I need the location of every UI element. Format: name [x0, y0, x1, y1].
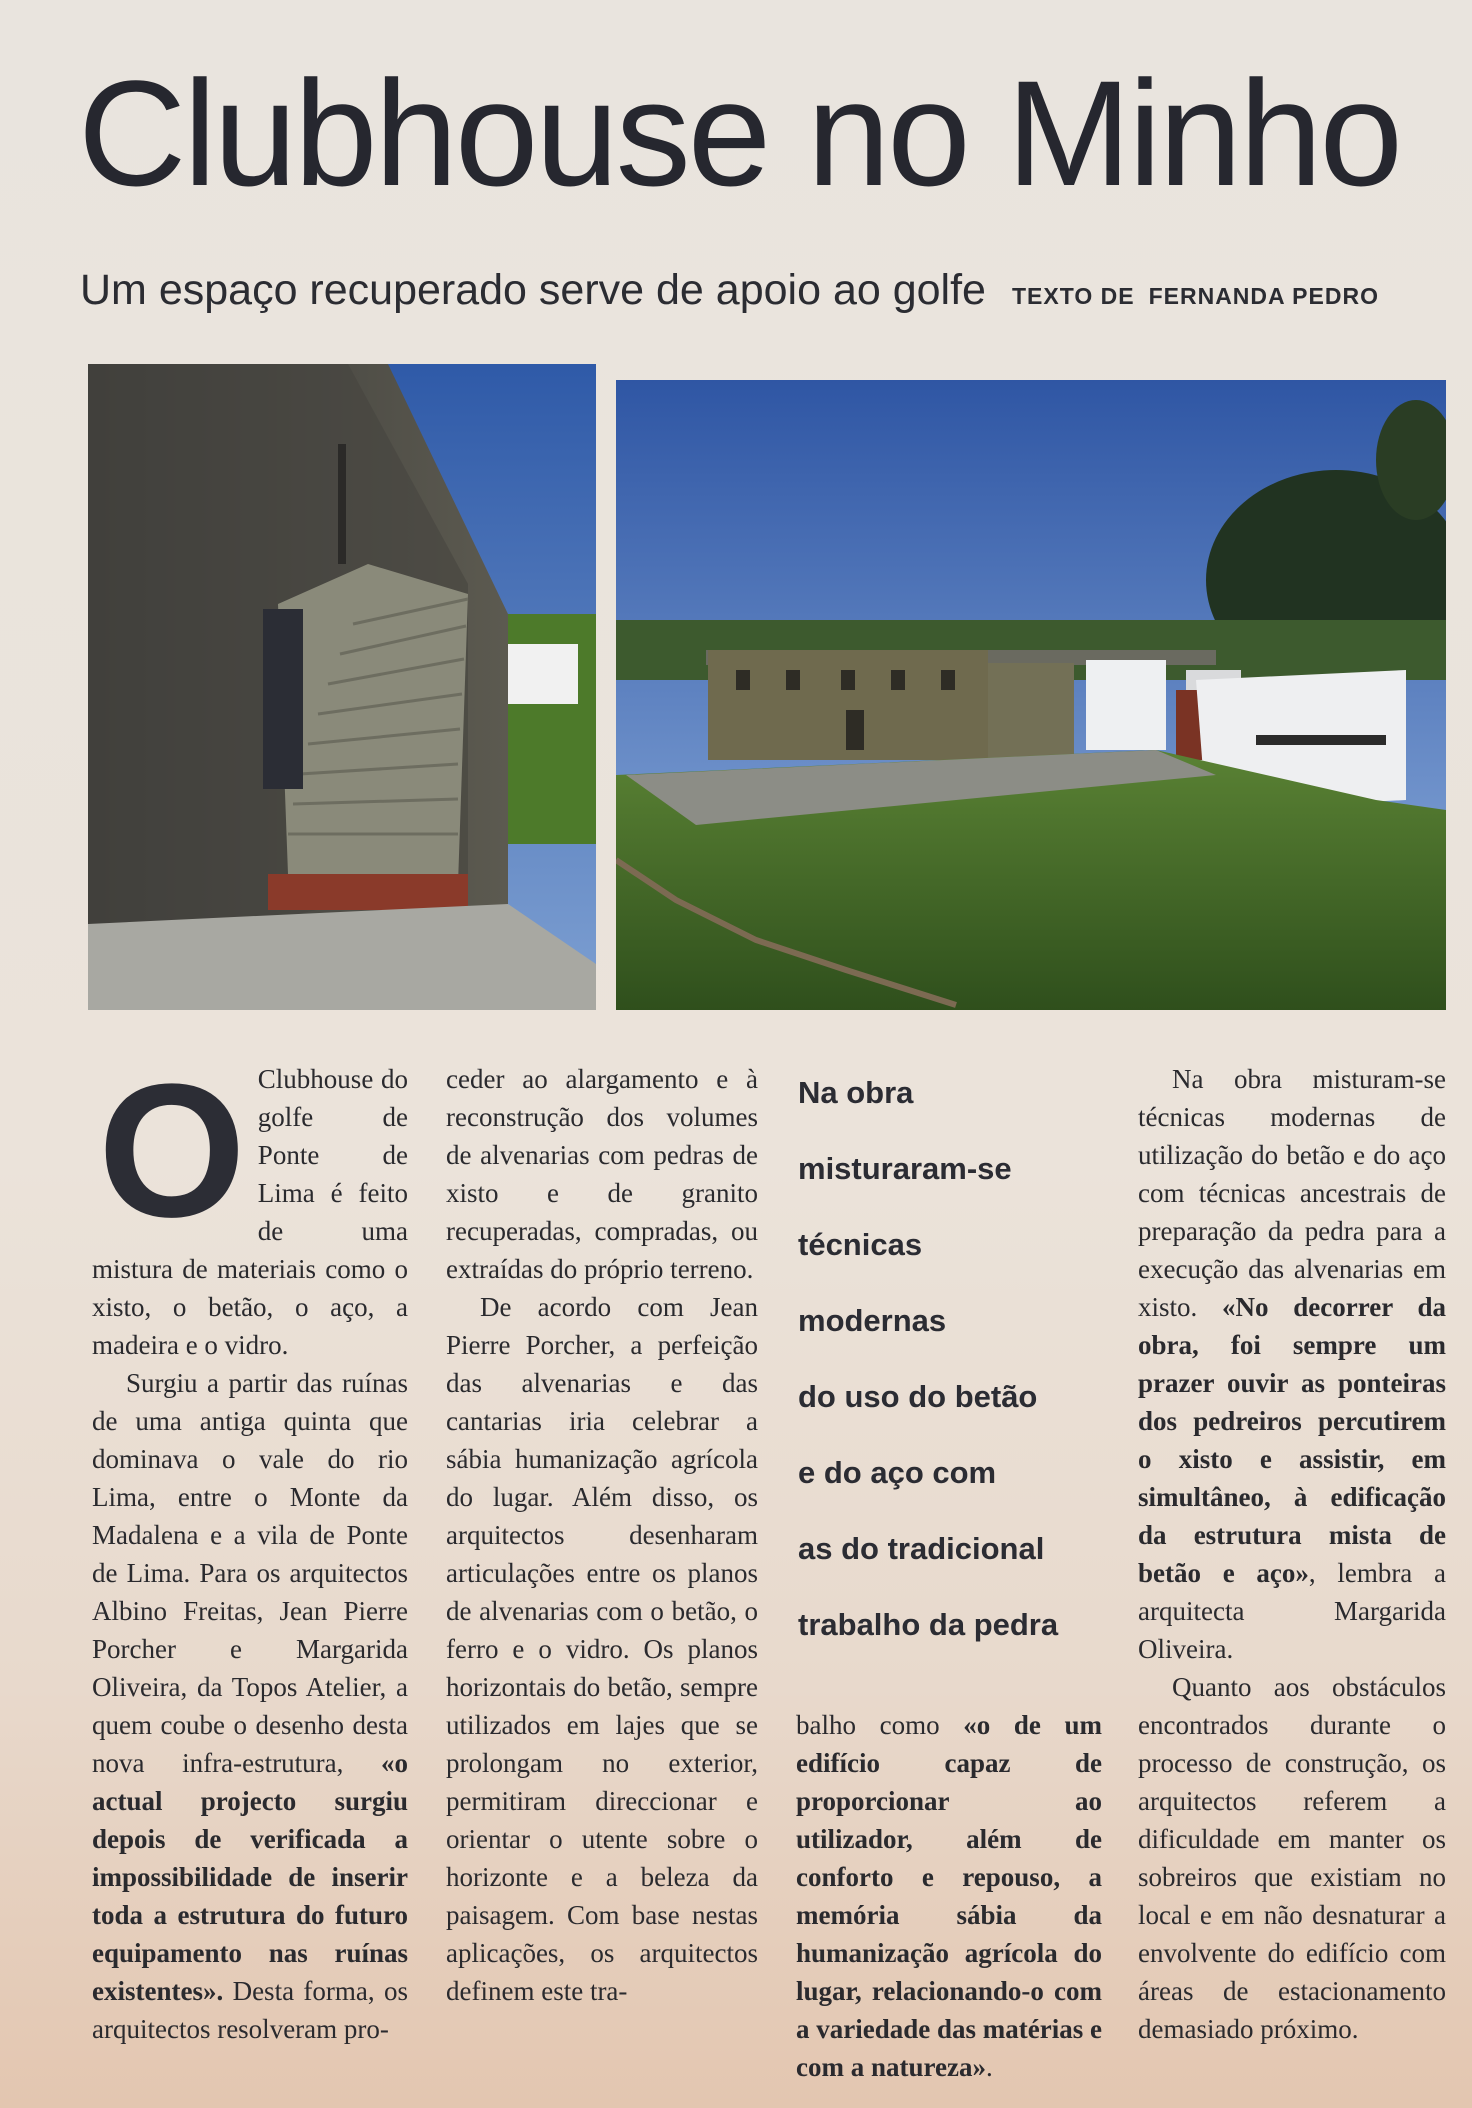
col4-p1-text: Na obra misturam-se técnicas modernas de utilização do betão e do aço com técnicas ancestrais de preparação da pedra para a execução das alvenarias em xisto. — [1138, 1064, 1446, 1322]
photo-staircase — [88, 364, 596, 1010]
pull-quote-line: trabalho da pedra — [798, 1607, 1059, 1642]
pull-quote-line: técnicas — [798, 1227, 923, 1262]
subtitle-row — [80, 266, 1380, 326]
col4-paragraph-1 — [1138, 1060, 1446, 1668]
column-4 — [1138, 1060, 1446, 2048]
pull-quote-line: as do tradicional — [798, 1531, 1045, 1566]
col3-quote: «o de um edifício capaz de proporcionar ao utilizador, além de conforto e repouso, a memória sábia da humanização agrícola do lugar, relacionando-o com a variedade das matérias e com a natureza» — [796, 1710, 1102, 2082]
col2-paragraph-1: ceder ao alargamento e à reconstrução dos volumes de alvenarias com pedras de xisto e de granito recuperadas, compradas, ou extraídas do próprio terreno. — [446, 1064, 758, 1284]
column-1 — [92, 1045, 408, 2048]
byline-prefix: TEXTO DE — [1011, 283, 1135, 309]
col1-paragraph-2 — [92, 1364, 408, 2048]
pull-quote-line: modernas — [798, 1303, 947, 1338]
pull-quote-line: Na obra — [798, 1075, 914, 1110]
col4-p1-quote: «No decorrer da obra, foi sempre um prazer ouvir as ponteiras dos pedreiros percutirem o xisto e assistir, em simultâneo, à edificação da estrutura mista de betão e aço» — [1138, 1292, 1447, 1588]
col4-paragraph-2: Quanto aos obstáculos encontrados durante o processo de construção, os arquitectos referem a dificuldade em manter os sobreiros que existiam no local e em não desnaturar a envolvente do edifício com áreas de estacionamento demasiado próximo. — [1138, 1672, 1446, 2044]
pull-quote-line: do uso do betão — [798, 1379, 1038, 1414]
pull-quote-line: misturaram-se — [798, 1151, 1012, 1186]
subtitle: Um espaço recuperado serve de apoio ao golfe — [80, 266, 986, 314]
column-3 — [796, 1706, 1102, 2086]
pull-quote-line: e do aço com — [798, 1455, 997, 1490]
col1-paragraph-1: Clubhouse do golfe de Ponte de Lima é feito de uma mistura de materiais como o xisto, o betão, o aço, a madeira e o vidro. — [92, 1064, 408, 1360]
byline — [1012, 283, 1379, 309]
col3-end: . — [985, 2052, 993, 2082]
staircase-illustration — [88, 364, 596, 1010]
col2-paragraph-2: De acordo com Jean Pierre Porcher, a perfeição das alvenarias e das cantarias iria celebrar a sábia humanização agrícola do lugar. Além disso, os arquitectos desenharam articulações entre os planos de alvenarias com o betão, o ferro e o vidro. Os planos horizontais do betão, sempre utilizados em lajes que se prolongam no exterior, permitiram direccionar e orientar o utente sobre o horizonte e a beleza da paisagem. Com base nestas aplicações, os arquitectos definem este tra- — [446, 1292, 758, 2006]
col4-p1-end: , lembra a arquitecta Margarida Oliveira. — [1138, 1558, 1446, 1664]
col1-p2-text: Surgiu a partir das ruínas de uma antiga quinta que dominava o vale do rio Lima, entre o Monte da Madalena e a vila de Ponte de Lima. Para os arquitectos Albino Freitas, Jean Pierre Porcher e Margarida Oliveira, da Topos Atelier, a quem coube o desenho desta nova infra-estrutura, — [92, 1368, 408, 1778]
col3-start: balho como — [796, 1710, 940, 1740]
byline-author: FERNANDA PEDRO — [1148, 283, 1379, 309]
page-title: Clubhouse no Minho — [78, 49, 1400, 217]
clubhouse-illustration — [616, 380, 1446, 1010]
column-2 — [446, 1060, 758, 2010]
dropcap: O — [98, 1045, 246, 1257]
photo-clubhouse — [616, 380, 1446, 1010]
col1-p2-end: Desta forma, os arquitectos resolveram pro- — [92, 1976, 408, 2044]
col1-p2-quote: «o actual projecto surgiu depois de verificada a impossibilidade de inserir toda a estrutura do futuro equipamento nas ruínas existentes». — [92, 1748, 408, 2006]
pull-quote — [798, 1055, 1098, 1663]
col3-paragraph — [796, 1706, 1102, 2086]
